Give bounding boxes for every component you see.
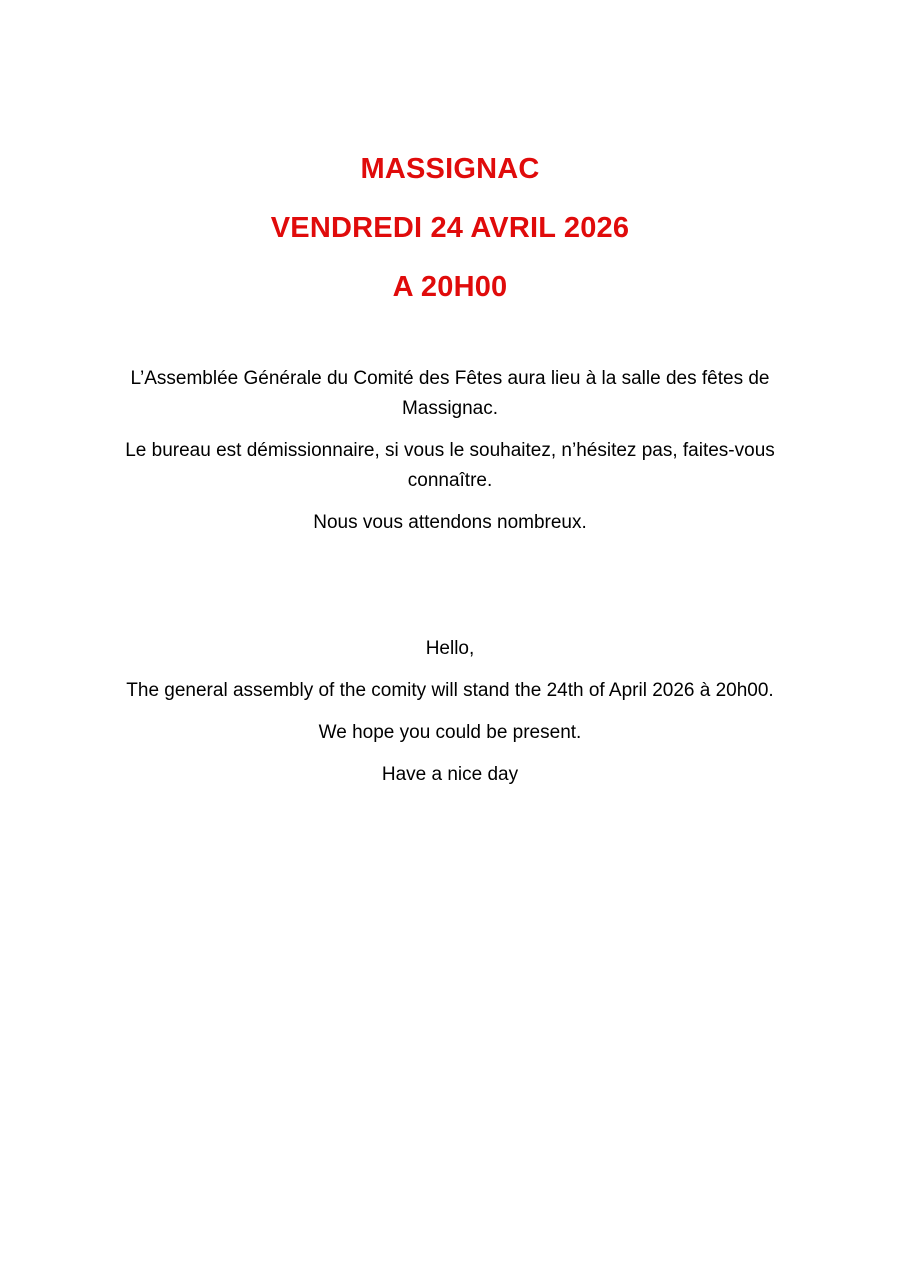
french-announcement: [110, 364, 790, 550]
english-greeting: Hello,: [425, 638, 475, 659]
english-announcement: [110, 634, 790, 802]
english-closing: Have a nice day: [381, 764, 519, 785]
event-heading: [0, 140, 900, 317]
french-paragraph-assembly: L’Assemblée Générale du Comité des Fêtes aura lieu à la salle des fêtes de Massignac.: [130, 368, 770, 419]
english-paragraph-assembly: The general assembly of the comity will stand the 24th of April 2026 à 20h00.: [126, 680, 774, 701]
event-date: VENDREDI 24 AVRIL 2026: [270, 212, 630, 244]
french-paragraph-invitation: Nous vous attendons nombreux.: [313, 512, 587, 533]
event-time: A 20H00: [392, 271, 508, 303]
english-paragraph-presence: We hope you could be present.: [318, 722, 582, 743]
french-paragraph-bureau: Le bureau est démissionnaire, si vous le souhaitez, n’hésitez pas, faites-vous connaître.: [125, 440, 775, 491]
town-title: MASSIGNAC: [360, 153, 540, 185]
